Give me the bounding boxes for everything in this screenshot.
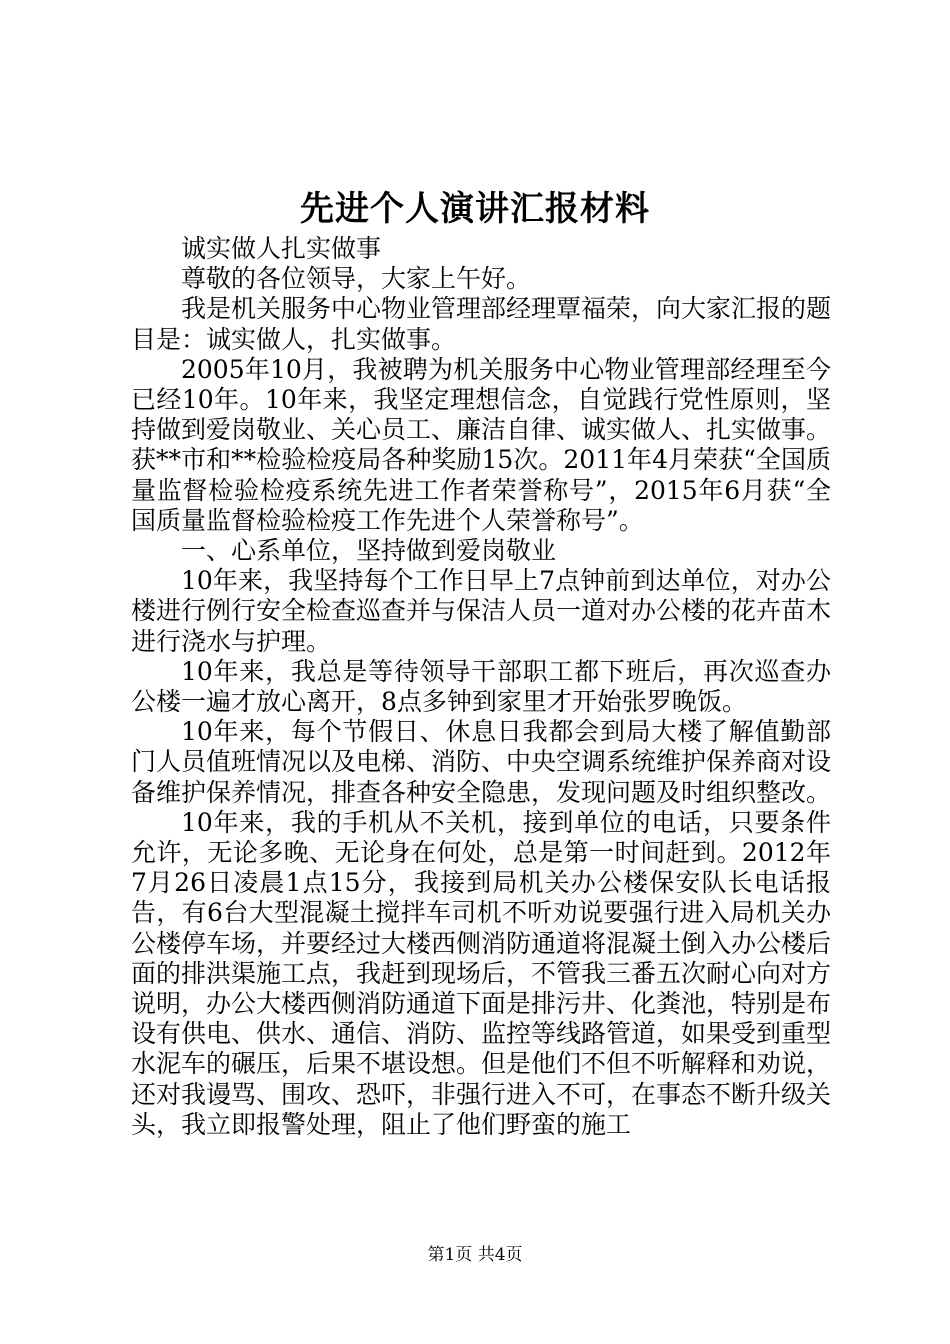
paragraph-subtitle: 诚实做人扎实做事 — [181, 234, 382, 263]
paragraph-body: 10年来，我的手机从不关机，接到单位的电话，只要条件允许，无论多晚、无论身在何处，总是第一时间赶到。2012年7月26日凌晨1点15分，我接到局机关办公楼保安队长电话报告，有6台大型混凝土搅拌车司机不听劝说要强行进入局机关办公楼停车场，并要经过大楼西侧消防通道将混凝土倒入办公楼后面的排洪渠施工点，我赶到现场后，不管我三番五次耐心向对方说明，办公大楼西侧消防通道下面是排污井、化粪池，特别是布设有供电、供水、通信、消防、监控等线路管道，如果受到重型水泥车的碾压，后果不堪设想。但是他们不但不听解释和劝说，还对我谩骂、围攻、恐吓，非强行进入不可，在事态不断升级关头，我立即报警处理，阻止了他们野蛮的施工 — [131, 807, 832, 1139]
paragraph-body: 10年来，我坚持每个工作日早上7点钟前到达单位，对办公楼进行例行安全检查巡查并与保洁人员一道对办公楼的花卉苗木进行浇水与护理。 — [131, 566, 832, 656]
section-heading-1: 一、心系单位，坚持做到爱岗敬业 — [181, 536, 557, 566]
page-footer: 第1页 共4页 — [427, 1245, 523, 1265]
paragraph-introduction: 我是机关服务中心物业管理部经理覃福荣，向大家汇报的题目是：诚实做人，扎实做事。 — [131, 294, 832, 354]
paragraph-body: 10年来，我总是等待领导干部职工都下班后，再次巡查办公楼一遍才放心离开，8点多钟到家里才开始张罗晚饭。 — [131, 656, 831, 717]
document-body — [131, 234, 831, 1140]
paragraph-career-summary: 2005年10月，我被聘为机关服务中心物业管理部经理至今已经10年。10年来，我坚定理想信念，自觉践行党性原则，坚持做到爱岗敬业、关心员工、廉洁自律、诚实做人、扎实做事。获**市和**检验检疫局各种奖励15次。2011年4月荣获“全国质量监督检验检疫系统先进工作者荣誉称号”，2015年6月获“全国质量监督检验检疫工作先进个人荣誉称号”。 — [131, 354, 832, 535]
paragraph-body: 10年来，每个节假日、休息日我都会到局大楼了解值勤部门人员值班情况以及电梯、消防、中央空调系统维护保养商对设备维护保养情况，排查各种安全隐患，发现问题及时组织整改。 — [131, 717, 832, 807]
document-title: 先进个人演讲汇报材料 — [300, 189, 650, 229]
paragraph-greeting: 尊敬的各位领导，大家上午好。 — [181, 264, 532, 294]
